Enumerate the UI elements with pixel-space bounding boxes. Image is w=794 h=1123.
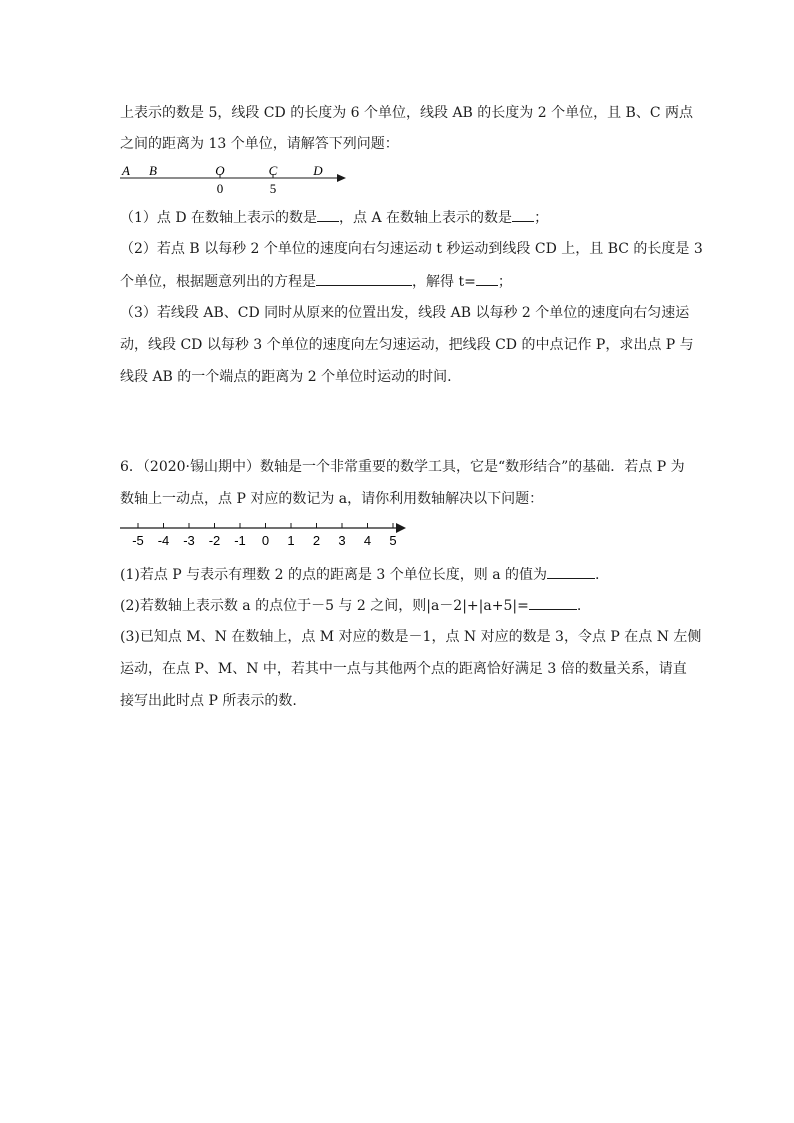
q6-part-3-line-2: 运动，在点 P、M、N 中，若其中一点与其他两个点的距离恰好满足 3 倍的数量关系，请直 bbox=[120, 661, 687, 677]
q6-part-2 bbox=[120, 596, 680, 615]
q5-intro-line-1: 上表示的数是 5，线段 CD 的长度为 6 个单位，线段 AB 的长度为 2 个单位，且 B、C 两点 bbox=[120, 105, 694, 121]
q5-part-1-blank-a[interactable] bbox=[512, 208, 534, 222]
q6-part-1-text-a: (1)若点 P 与表示有理数 2 的点的距离是 3 个单位长度，则 a 的值为 bbox=[120, 567, 548, 583]
q6-number-line bbox=[118, 516, 413, 550]
q5-part-2-text-b: ，解得 t= bbox=[412, 274, 476, 290]
q5-part-1-blank-d[interactable] bbox=[317, 208, 339, 222]
q6-part-2-text-a: (2)若数轴上表示数 a 的点位于－5 与 2 之间，则|a－2|+|a+5|= bbox=[120, 598, 529, 614]
q5-part-1-text-a: （1）点 D 在数轴上表示的数是 bbox=[120, 210, 318, 226]
q5-part-3-line-3: 线段 AB 的一个端点的距离为 2 个单位时运动的时间. bbox=[120, 369, 452, 385]
q5-number-line bbox=[118, 158, 358, 200]
q6-part-1 bbox=[120, 565, 680, 584]
q5-point-d-label: D bbox=[313, 163, 323, 178]
q6-tick-label: 5 bbox=[389, 533, 397, 548]
q5-part-2-line-1: （2）若点 B 以每秒 2 个单位的速度向右匀速运动 t 秒运动到线段 CD 上，且 BC 的长度是 3 bbox=[120, 241, 703, 257]
q6-axis-arrow-icon bbox=[396, 523, 406, 533]
q6-part-2-blank[interactable] bbox=[529, 596, 577, 610]
q5-point-b-label: B bbox=[149, 163, 157, 178]
q5-point-c-label: C bbox=[268, 163, 278, 178]
q6-ticks bbox=[138, 523, 393, 528]
q6-tick-label: -1 bbox=[234, 533, 246, 548]
q6-tick-label: -4 bbox=[157, 533, 170, 548]
q6-intro-line-2: 数轴上一动点，点 P 对应的数记为 a，请你利用数轴解决以下问题： bbox=[120, 491, 544, 507]
q5-intro-line-2: 之间的距离为 13 个单位，请解答下列问题： bbox=[120, 136, 399, 152]
q6-tick-label: 1 bbox=[287, 533, 295, 548]
q6-part-1-text-b: . bbox=[595, 567, 600, 583]
q5-part-2-text-c: ； bbox=[497, 274, 512, 290]
q5-axis-arrow-icon bbox=[337, 174, 346, 182]
q6-part-3-line-3: 接写出此时点 P 所表示的数. bbox=[120, 693, 297, 709]
q5-part-3-line-1: （3）若线段 AB、CD 同时从原来的位置出发，线段 AB 以每秒 2 个单位的速度向右匀速运 bbox=[120, 305, 690, 321]
q6-part-2-text-b: . bbox=[576, 598, 582, 614]
q6-intro-line-1: 6．（2020·锡山期中）数轴是一个非常重要的数学工具，它是“数形结合”的基础．若点 P 为 bbox=[120, 459, 685, 475]
q5-part-2-text-a: 个单位，根据题意列出的方程是 bbox=[120, 274, 316, 290]
q6-tick-label: -3 bbox=[183, 533, 195, 548]
q5-part-1 bbox=[120, 208, 680, 227]
q5-tick-label-5: 5 bbox=[269, 181, 277, 196]
q5-point-o-label: O bbox=[215, 163, 225, 178]
q5-part-1-text-b: ，点 A 在数轴上表示的数是 bbox=[339, 210, 513, 226]
q5-part-2-blank-t[interactable] bbox=[476, 272, 498, 286]
q6-tick-label: 4 bbox=[363, 533, 372, 548]
q6-tick-label: -5 bbox=[132, 533, 144, 548]
q6-part-3-line-1: (3)已知点 M、N 在数轴上，点 M 对应的数是－1，点 N 对应的数是 3，令点 P 在点 N 左侧 bbox=[120, 629, 702, 645]
q5-part-2-blank-equation[interactable] bbox=[316, 272, 412, 286]
q6-tick-label: 2 bbox=[312, 533, 321, 548]
q6-part-1-blank[interactable] bbox=[547, 565, 595, 579]
q5-point-a-label: A bbox=[122, 163, 130, 178]
q6-tick-labels bbox=[132, 533, 396, 548]
q5-part-3-line-2: 动，线段 CD 以每秒 3 个单位的速度向左匀速运动，把线段 CD 的中点记作 P，求出点 P 与 bbox=[120, 337, 694, 353]
q6-tick-label: 0 bbox=[261, 533, 270, 548]
q6-tick-label: 3 bbox=[338, 533, 346, 548]
q5-tick-label-0: 0 bbox=[216, 181, 224, 196]
q5-part-1-text-c: ； bbox=[534, 210, 549, 226]
q6-tick-label: -2 bbox=[208, 533, 221, 548]
q5-part-2-line-2 bbox=[120, 272, 680, 291]
